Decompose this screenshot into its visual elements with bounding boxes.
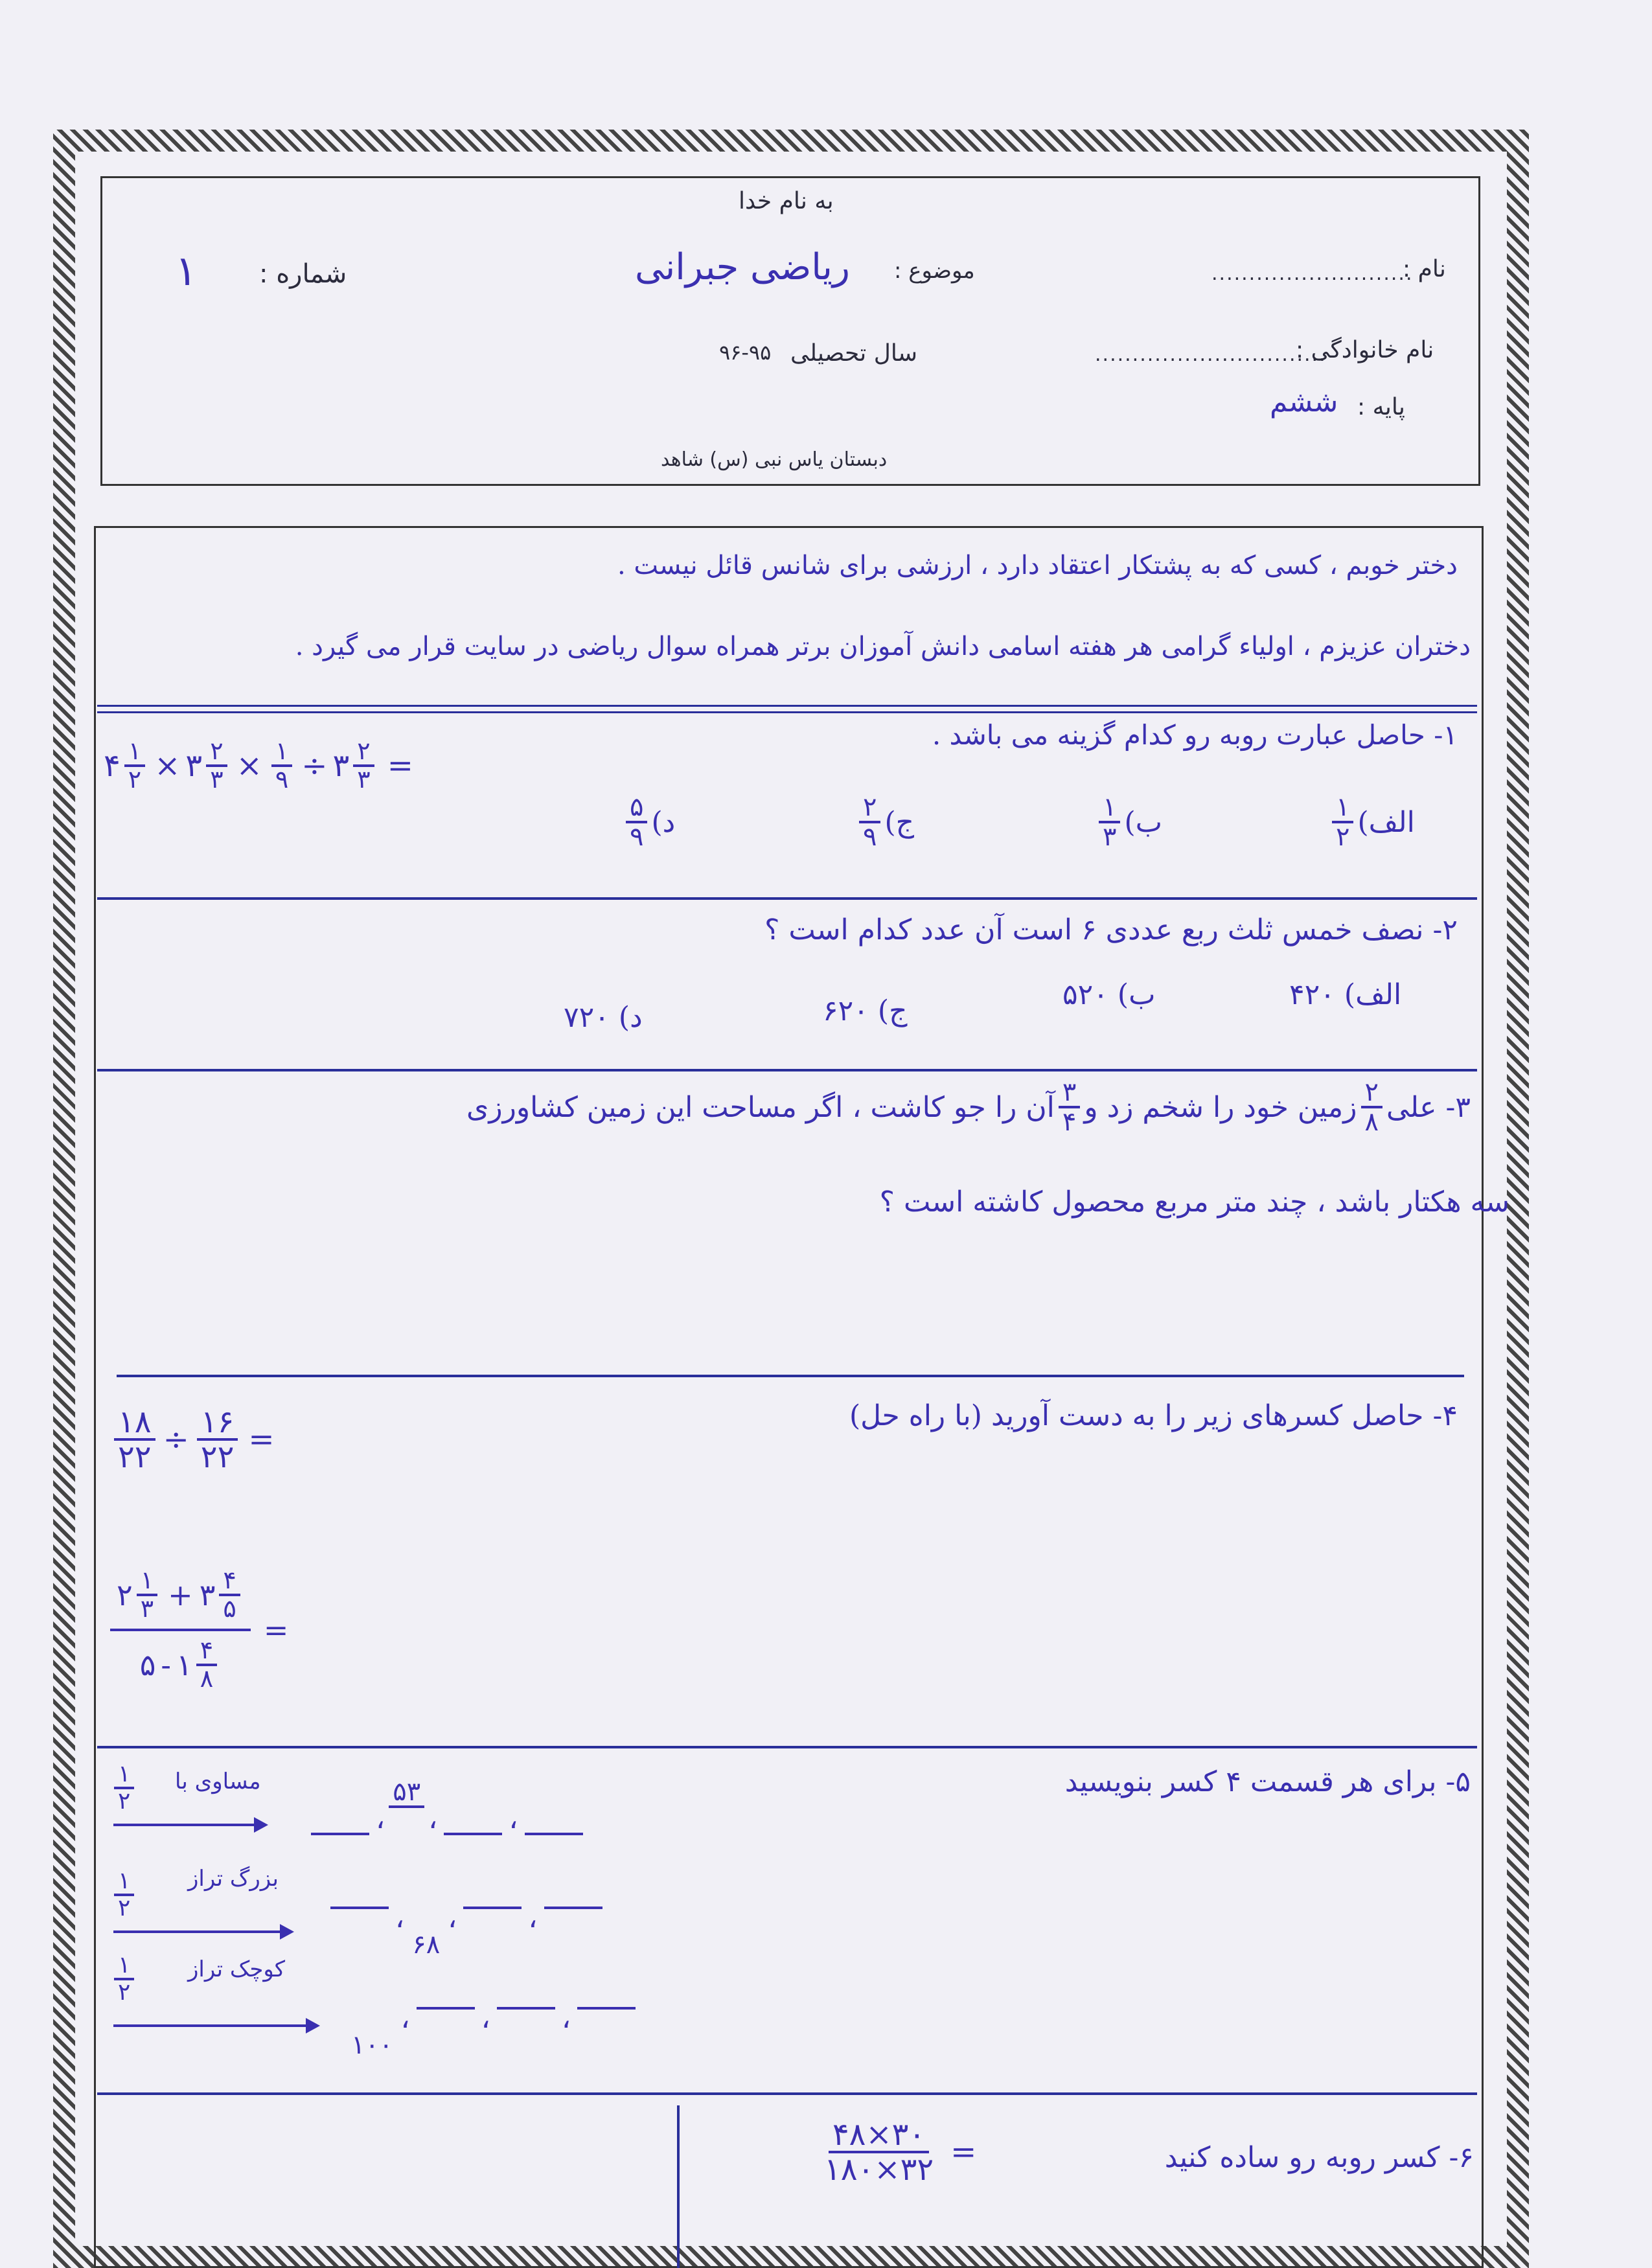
q1-option-c-den: ۹: [863, 822, 877, 852]
q3-frac1-den: ۸: [1364, 1107, 1379, 1137]
q2-option-a-value: ۴۲۰: [1289, 978, 1335, 1011]
q4-e1-den2: ۲۲: [200, 1439, 235, 1476]
q5-r3-comma-1: ،: [400, 2002, 410, 2035]
q2-option-b-label: ب): [1117, 978, 1156, 1011]
q2-option-a-label: الف): [1344, 978, 1402, 1011]
q4-divider: [97, 1746, 1477, 1748]
name-label: نام :: [1403, 256, 1446, 282]
q5-r1-arrow: [113, 1824, 266, 1826]
q3-line-1: [26, 1079, 1471, 1136]
q5-r2-arrow: [113, 1930, 292, 1933]
q1-d-num: ۲: [353, 739, 374, 767]
q6-denominator: ۱۸۰×۳۲: [824, 2151, 934, 2188]
q1-a-num: ۱: [124, 739, 145, 767]
q1-b-den: ۳: [210, 764, 224, 794]
q4-e2-bottom-whole: ۱: [176, 1647, 192, 1682]
q5-r1-blank-2[interactable]: [444, 1827, 502, 1835]
q4-expression-1: [110, 1406, 275, 1474]
q2-option-c-label: ج): [877, 994, 908, 1027]
q4-e2-whole1: ۲: [117, 1577, 133, 1612]
q1-times-2: ×: [236, 747, 262, 784]
q1-d-den: ۳: [357, 764, 371, 794]
q1-option-b-label: ب): [1124, 805, 1163, 839]
q4-e2-equals: =: [263, 1612, 289, 1647]
q5-r1-comma-3: ،: [509, 1802, 518, 1835]
q1-option-b-den: ۳: [1103, 822, 1117, 852]
q5-r2-label: بزرگ تراز: [188, 1866, 279, 1892]
q5-text: ۵- برای هر قسمت ۴ کسر بنویسید: [1064, 1765, 1471, 1798]
q5-r1-blanks[interactable]: [304, 1778, 590, 1835]
q1-option-a[interactable]: [1328, 794, 1415, 851]
q1-option-a-num: ۱: [1332, 794, 1353, 823]
q5-r3-label: کوچک تراز: [188, 1956, 286, 1982]
q5-r1-den: ۲: [118, 1787, 131, 1815]
q3-divider: [117, 1375, 1464, 1377]
q1-a-den: ۲: [128, 764, 142, 794]
q2-option-b-value: ۵۲۰: [1062, 978, 1108, 1011]
q2-text: ۲- نصف خمس ثلث ربع عددی ۶ است آن عدد کدام است ؟: [764, 913, 1458, 946]
q5-r1-blank-3[interactable]: [525, 1827, 583, 1835]
q3-text-b: زمین خود را شخم زد و: [1084, 1090, 1357, 1124]
q1-times-1: ×: [154, 747, 181, 784]
q4-e1-num1: ۱۸: [114, 1406, 155, 1441]
q5-r3-comma-2: ،: [481, 2002, 490, 2035]
q4-e2-num1: ۱: [137, 1568, 157, 1596]
intro-line-1: دختر خوبم ، کسی که به پشتکار اعتقاد دارد ، ارزشی برای شانس قائل نیست .: [617, 551, 1458, 580]
q4-e1-equals: =: [248, 1421, 275, 1458]
subject-label: موضوع :: [894, 258, 975, 284]
q1-divide: ÷: [301, 747, 328, 784]
number-value: ۱: [175, 247, 198, 295]
q2-option-c-value: ۶۲۰: [823, 994, 869, 1027]
intro-line-2: دختران عزیزم ، اولیاء گرامی هر هفته اسامی دانش آموزان برتر همراه سوال ریاضی در سایت قرار می گیرد .: [295, 632, 1471, 661]
q5-r3-blanks[interactable]: [343, 2002, 642, 2059]
q1-option-a-label: الف): [1357, 805, 1415, 839]
q2-option-b[interactable]: [1062, 978, 1156, 1011]
q1-option-a-den: ۲: [1336, 822, 1350, 852]
q5-r3-comma-3: ،: [561, 2002, 571, 2035]
q1-c-num: ۱: [271, 739, 292, 767]
q4-e2-bottom-den: ۸: [200, 1664, 214, 1693]
q2-option-d-value: ۷۲۰: [564, 1001, 610, 1034]
q5-r3-given: ۱۰۰: [351, 2030, 393, 2060]
q1-b-whole: ۳: [185, 747, 203, 784]
q5-r1-label: مساوی با: [175, 1769, 261, 1794]
q4-e1-den1: ۲۲: [118, 1439, 152, 1476]
q3-line-2: سه هکتار باشد ، چند متر مربع محصول کاشته است ؟: [879, 1186, 1509, 1219]
q1-term-b: [185, 739, 231, 793]
q4-e2-plus: +: [168, 1577, 193, 1612]
q3-frac1-num: ۲: [1361, 1079, 1382, 1108]
q1-a-whole: ۴: [104, 747, 120, 784]
q5-r2-comma-1: ،: [395, 1901, 405, 1934]
school-name: دبستان یاس نبی (س) شاهد: [661, 448, 888, 471]
q1-divider: [97, 897, 1477, 900]
q5-r2-blank-2[interactable]: [463, 1901, 522, 1909]
q1-equals: =: [387, 747, 413, 784]
q5-r3-blank-3[interactable]: [577, 2002, 636, 2010]
q2-divider: [97, 1069, 1477, 1071]
q5-r2-blank-1[interactable]: [330, 1901, 389, 1909]
q2-option-a[interactable]: [1289, 978, 1401, 1011]
q5-divider: [97, 2092, 1477, 2095]
q5-r2-num: ۱: [114, 1869, 134, 1896]
q4-e2-whole2: ۳: [199, 1577, 216, 1612]
family-label: نام خانوادگی :: [1296, 337, 1434, 363]
q4-e2-den2: ۵: [223, 1594, 236, 1623]
q5-r3-blank-1[interactable]: [417, 2002, 475, 2010]
q5-row-1: [110, 1762, 138, 1814]
q3-text-a: ۳- علی: [1386, 1090, 1471, 1124]
q5-r2-blanks[interactable]: [324, 1901, 609, 1958]
q6-vertical-divider: [677, 2105, 680, 2268]
q4-e2-minus: -: [161, 1647, 171, 1682]
q5-r2-comma-3: ،: [528, 1901, 538, 1934]
q1-option-c[interactable]: [855, 794, 914, 851]
subject-value: ریاضی جبرانی: [635, 246, 850, 288]
intro-divider: [97, 705, 1477, 707]
q2-option-c[interactable]: [823, 994, 907, 1027]
q5-r1-comma-1: ،: [376, 1802, 385, 1835]
q5-row-3: [110, 1953, 138, 2005]
q1-term-a: [104, 739, 149, 793]
year-label: سال تحصیلی: [790, 340, 917, 367]
q1-d-whole: ۳: [332, 747, 350, 784]
q1-b-num: ۲: [206, 739, 227, 767]
q3-frac2-den: ۴: [1062, 1107, 1077, 1137]
year-value: ۹۶-۹۵: [719, 340, 772, 365]
header-box: [100, 176, 1480, 486]
q5-r3-num: ۱: [114, 1953, 134, 1980]
bismillah: به نام خدا: [739, 188, 834, 214]
number-label: شماره :: [259, 259, 347, 289]
q1-c-den: ۹: [275, 764, 289, 794]
q2-option-d-label: د): [618, 1001, 643, 1034]
q5-r1-comma-2: ،: [428, 1802, 438, 1835]
q4-e2-num2: ۴: [219, 1568, 240, 1596]
q6-equals: =: [950, 2134, 977, 2171]
q1-term-d: [332, 739, 378, 793]
q1-option-d-label: د): [651, 805, 676, 839]
q2-option-d[interactable]: [564, 1001, 643, 1034]
q1-option-d-den: ۹: [630, 822, 644, 852]
q1-option-d[interactable]: [622, 794, 675, 851]
q5-r1-given: ۵۳: [389, 1778, 424, 1808]
q5-r3-blank-2[interactable]: [497, 2002, 555, 2010]
q1-option-d-num: ۵: [626, 794, 647, 823]
q4-e1-num2: ۱۶: [197, 1406, 238, 1441]
q6-text: ۶- کسر روبه رو ساده کنید: [1164, 2141, 1474, 2174]
q4-expression-2: [110, 1568, 288, 1692]
q4-e2-bottom-a: ۵: [139, 1647, 156, 1682]
family-field[interactable]: ...............................: [1095, 343, 1327, 366]
q5-r3-den: ۲: [118, 1978, 131, 2006]
name-field[interactable]: ...........................: [1211, 262, 1414, 285]
q5-r3-arrow: [113, 2024, 317, 2027]
q5-r2-given: ۶۸: [412, 1930, 441, 1960]
q5-r2-den: ۲: [118, 1894, 131, 1921]
q1-option-b-num: ۱: [1099, 794, 1120, 823]
q1-expression: [104, 739, 413, 793]
q4-e2-bottom-num: ۴: [196, 1638, 217, 1666]
q6-expression: [816, 2118, 976, 2186]
q3-frac2-num: ۳: [1059, 1079, 1080, 1108]
grade-value: ششم: [1270, 385, 1338, 418]
q5-r2-blank-3[interactable]: [544, 1901, 602, 1909]
q4-e1-divide: ÷: [163, 1421, 189, 1458]
q5-r1-blank-1[interactable]: [311, 1827, 369, 1835]
q5-row-2: [110, 1869, 138, 1921]
q5-r1-num: ۱: [114, 1762, 134, 1789]
q1-text: ۱- حاصل عبارت روبه رو کدام گزینه می باشد .: [932, 719, 1458, 751]
q1-option-c-label: ج): [884, 805, 915, 839]
q4-e2-den1: ۳: [140, 1594, 154, 1623]
q6-numerator: ۴۸×۳۰: [829, 2118, 929, 2153]
grade-label: پایه :: [1357, 394, 1405, 420]
q1-option-c-num: ۲: [859, 794, 880, 823]
q3-text-c: آن را جو کاشت ، اگر مساحت این زمین کشاورزی: [466, 1090, 1055, 1124]
q1-option-b[interactable]: [1095, 794, 1162, 851]
q5-r2-comma-2: ،: [448, 1901, 457, 1934]
q4-text: ۴- حاصل کسرهای زیر را به دست آورید (با راه حل): [849, 1399, 1458, 1432]
